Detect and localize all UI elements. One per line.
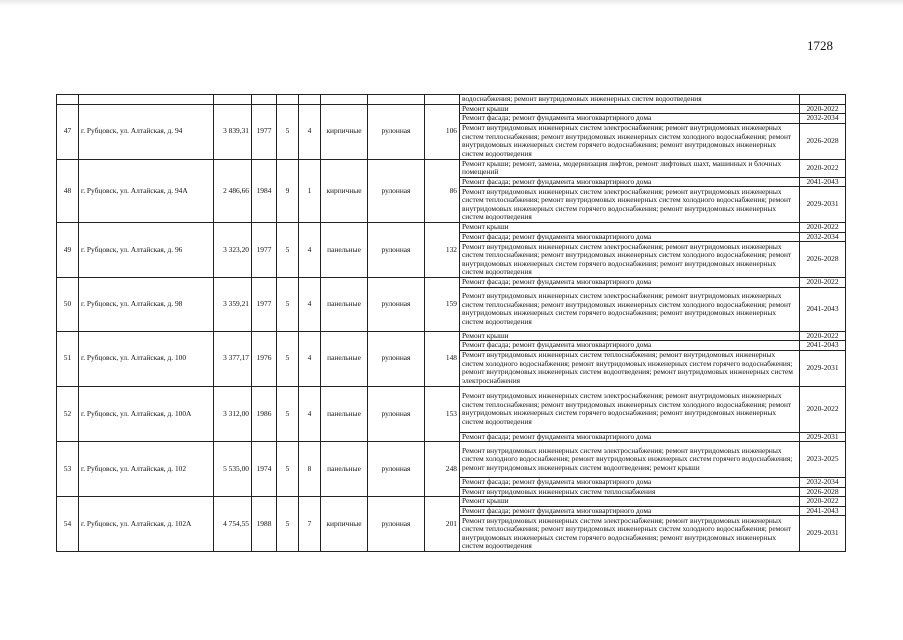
cell-year: 1977 (252, 104, 277, 159)
cell-period: 2032-2034 (800, 478, 846, 488)
cell-period: 2020-2022 (800, 331, 846, 341)
cell-residents: 148 (425, 331, 460, 386)
cell-entrances (299, 95, 321, 105)
cell-work-type: Ремонт крыши (460, 331, 800, 341)
building-repair-table (56, 94, 846, 552)
cell-roof-type: рулонная (368, 331, 425, 386)
cell-wall-material: панельные (321, 331, 368, 386)
cell-roof-type: рулонная (368, 159, 425, 223)
cell-number: 50 (57, 278, 79, 332)
cell-residents: 86 (425, 159, 460, 223)
cell-address: г. Рубцовск, ул. Алтайская, д. 96 (79, 223, 214, 278)
cell-address: г. Рубцовск, ул. Алтайская, д. 100 (79, 331, 214, 386)
cell-work-type: Ремонт внутридомовых инженерных систем электроснабжения; ремонт внутридомовых инженерных систем теплоснабжения; ремонт внутридомовых инженерных систем холодного водоснабжения; ремонт внутридомовых инженерных систем горячего водоснабжения; ремонт внутридомовых инженерных систем водоотведения (460, 386, 800, 432)
page-number: 1728 (807, 38, 833, 53)
cell-number (57, 95, 79, 105)
cell-work-type: Ремонт внутридомовых инженерных систем теплоснабжения; ремонт внутридомовых инженерных систем холодного водоснабжения; ремонт внутридомовых инженерных систем горячего водоснабжения; ремонт внутридомовых инженерных систем водоотведения; ремонт внутридомовых инженерных систем электроснабжения (460, 350, 800, 386)
cell-work-type: Ремонт внутридомовых инженерных систем электроснабжения; ремонт внутридомовых инженерных систем теплоснабжения; ремонт внутридомовых инженерных систем холодного водоснабжения; ремонт внутридомовых инженерных систем горячего водоснабжения; ремонт внутридомовых инженерных систем водоотведения (460, 187, 800, 223)
cell-period: 2041-2043 (800, 287, 846, 331)
cell-work-type: Ремонт внутридомовых инженерных систем электроснабжения; ремонт внутридомовых инженерных систем теплоснабжения; ремонт внутридомовых инженерных систем холодного водоснабжения; ремонт внутридомовых инженерных систем горячего водоснабжения; ремонт внутридомовых инженерных систем водоотведения (460, 123, 800, 159)
cell-number: 49 (57, 223, 79, 278)
cell-floors: 5 (277, 331, 299, 386)
cell-period: 2041-2043 (800, 341, 846, 351)
cell-address: г. Рубцовск, ул. Алтайская, д. 94А (79, 159, 214, 223)
cell-roof-type: рулонная (368, 278, 425, 332)
cell-year: 1974 (252, 442, 277, 497)
cell-period: 2029-2031 (800, 350, 846, 386)
table-row (57, 497, 846, 507)
cell-wall-material (321, 95, 368, 105)
cell-period: 2026-2028 (800, 123, 846, 159)
cell-roof-type: рулонная (368, 104, 425, 159)
cell-address: г. Рубцовск, ул. Алтайская, д. 100А (79, 386, 214, 442)
cell-residents: 106 (425, 104, 460, 159)
table-row (57, 95, 846, 105)
cell-period: 2041-2043 (800, 506, 846, 516)
cell-work-type: Ремонт крыши (460, 104, 800, 114)
table-row (57, 278, 846, 288)
cell-wall-material: кирпичные (321, 104, 368, 159)
cell-period: 2041-2043 (800, 177, 846, 187)
cell-floors (277, 95, 299, 105)
cell-work-type: Ремонт фасада; ремонт фундамента многоквартирного дома (460, 432, 800, 442)
cell-work-type: Ремонт внутридомовых инженерных систем электроснабжения; ремонт внутридомовых инженерных систем теплоснабжения; ремонт внутридомовых инженерных систем холодного водоснабжения; ремонт внутридомовых инженерных систем горячего водоснабжения; ремонт внутридомовых инженерных систем водоотведения (460, 516, 800, 552)
cell-year: 1976 (252, 331, 277, 386)
cell-year: 1977 (252, 278, 277, 332)
cell-roof-type: рулонная (368, 223, 425, 278)
cell-work-type: Ремонт внутридомовых инженерных систем теплоснабжения (460, 487, 800, 497)
cell-year: 1988 (252, 497, 277, 552)
cell-entrances: 4 (299, 278, 321, 332)
cell-area: 4 754,55 (214, 497, 252, 552)
cell-work-type: Ремонт фасада; ремонт фундамента многоквартирного дома (460, 114, 800, 124)
cell-area (214, 95, 252, 105)
cell-wall-material: кирпичные (321, 159, 368, 223)
cell-year: 1984 (252, 159, 277, 223)
table-row (57, 223, 846, 233)
cell-area: 3 839,31 (214, 104, 252, 159)
cell-roof-type (368, 95, 425, 105)
cell-residents (425, 95, 460, 105)
cell-number: 48 (57, 159, 79, 223)
cell-entrances: 4 (299, 223, 321, 278)
cell-work-type: Ремонт фасада; ремонт фундамента многоквартирного дома (460, 506, 800, 516)
cell-area: 3 323,20 (214, 223, 252, 278)
cell-number: 51 (57, 331, 79, 386)
cell-period: 2020-2022 (800, 386, 846, 432)
cell-period: 2026-2028 (800, 487, 846, 497)
cell-work-type: Ремонт фасада; ремонт фундамента многоквартирного дома (460, 341, 800, 351)
cell-wall-material: панельные (321, 386, 368, 442)
cell-work-type: Ремонт фасада; ремонт фундамента многоквартирного дома (460, 478, 800, 488)
cell-work-type: Ремонт фасада; ремонт фундамента многоквартирного дома (460, 232, 800, 242)
cell-area: 2 486,66 (214, 159, 252, 223)
cell-entrances: 4 (299, 386, 321, 442)
cell-entrances: 4 (299, 331, 321, 386)
cell-period: 2020-2022 (800, 223, 846, 233)
cell-floors: 5 (277, 442, 299, 497)
cell-wall-material: панельные (321, 223, 368, 278)
cell-work-type: Ремонт фасада; ремонт фундамента многоквартирного дома (460, 177, 800, 187)
cell-entrances: 8 (299, 442, 321, 497)
cell-entrances: 7 (299, 497, 321, 552)
cell-residents: 132 (425, 223, 460, 278)
table-row (57, 104, 846, 114)
cell-number: 47 (57, 104, 79, 159)
cell-floors: 5 (277, 278, 299, 332)
cell-roof-type: рулонная (368, 442, 425, 497)
cell-period: 2023-2025 (800, 442, 846, 478)
cell-address: г. Рубцовск, ул. Алтайская, д. 102А (79, 497, 214, 552)
cell-roof-type: рулонная (368, 497, 425, 552)
table-row (57, 386, 846, 432)
cell-area: 3 359,21 (214, 278, 252, 332)
cell-floors: 5 (277, 497, 299, 552)
cell-address: г. Рубцовск, ул. Алтайская, д. 102 (79, 442, 214, 497)
cell-period: 2020-2022 (800, 497, 846, 507)
cell-work-type: Ремонт крыши; ремонт, замена, модернизация лифтов, ремонт лифтовых шахт, машинных и блочных помещений (460, 159, 800, 177)
table-body (57, 95, 846, 552)
cell-period: 2020-2022 (800, 159, 846, 177)
cell-area: 5 535,00 (214, 442, 252, 497)
cell-address: г. Рубцовск, ул. Алтайская, д. 94 (79, 104, 214, 159)
cell-number: 52 (57, 386, 79, 442)
cell-wall-material: панельные (321, 278, 368, 332)
cell-residents: 153 (425, 386, 460, 442)
scan-edge-shadow (0, 0, 903, 6)
cell-period: 2029-2031 (800, 516, 846, 552)
cell-period: 2029-2031 (800, 432, 846, 442)
cell-work-type: водоснабжения; ремонт внутридомовых инженерных систем водоотведения (460, 95, 800, 105)
table-row (57, 442, 846, 478)
cell-period: 2032-2034 (800, 114, 846, 124)
cell-floors: 9 (277, 159, 299, 223)
cell-entrances: 1 (299, 159, 321, 223)
cell-wall-material: панельные (321, 442, 368, 497)
cell-period: 2020-2022 (800, 278, 846, 288)
cell-number: 53 (57, 442, 79, 497)
cell-floors: 5 (277, 104, 299, 159)
cell-floors: 5 (277, 386, 299, 442)
cell-floors: 5 (277, 223, 299, 278)
cell-number: 54 (57, 497, 79, 552)
cell-year: 1977 (252, 223, 277, 278)
cell-work-type: Ремонт крыши (460, 223, 800, 233)
cell-roof-type: рулонная (368, 386, 425, 442)
table-row (57, 159, 846, 177)
cell-address (79, 95, 214, 105)
cell-address: г. Рубцовск, ул. Алтайская, д. 98 (79, 278, 214, 332)
cell-area: 3 377,17 (214, 331, 252, 386)
cell-period (800, 95, 846, 105)
cell-wall-material: кирпичные (321, 497, 368, 552)
cell-work-type: Ремонт внутридомовых инженерных систем электроснабжения; ремонт внутридомовых инженерных систем холодного водоснабжения; ремонт внутридомовых инженерных систем горячего водоснабжения; ремонт внутридомовых инженерных систем водоотведения; ремонт крыши (460, 442, 800, 478)
cell-year: 1986 (252, 386, 277, 442)
cell-period: 2032-2034 (800, 232, 846, 242)
cell-work-type: Ремонт фасада; ремонт фундамента многоквартирного дома (460, 278, 800, 288)
cell-work-type: Ремонт внутридомовых инженерных систем электроснабжения; ремонт внутридомовых инженерных систем теплоснабжения; ремонт внутридомовых инженерных систем холодного водоснабжения; ремонт внутридомовых инженерных систем горячего водоснабжения; ремонт внутридомовых инженерных систем водоотведения (460, 287, 800, 331)
cell-area: 3 312,00 (214, 386, 252, 442)
cell-residents: 248 (425, 442, 460, 497)
cell-period: 2029-2031 (800, 187, 846, 223)
cell-residents: 159 (425, 278, 460, 332)
cell-period: 2026-2028 (800, 242, 846, 278)
cell-work-type: Ремонт крыши (460, 497, 800, 507)
cell-year (252, 95, 277, 105)
cell-period: 2020-2022 (800, 104, 846, 114)
cell-residents: 201 (425, 497, 460, 552)
cell-entrances: 4 (299, 104, 321, 159)
table-row (57, 331, 846, 341)
cell-work-type: Ремонт внутридомовых инженерных систем электроснабжения; ремонт внутридомовых инженерных систем теплоснабжения; ремонт внутридомовых инженерных систем холодного водоснабжения; ремонт внутридомовых инженерных систем горячего водоснабжения; ремонт внутридомовых инженерных систем водоотведения (460, 242, 800, 278)
